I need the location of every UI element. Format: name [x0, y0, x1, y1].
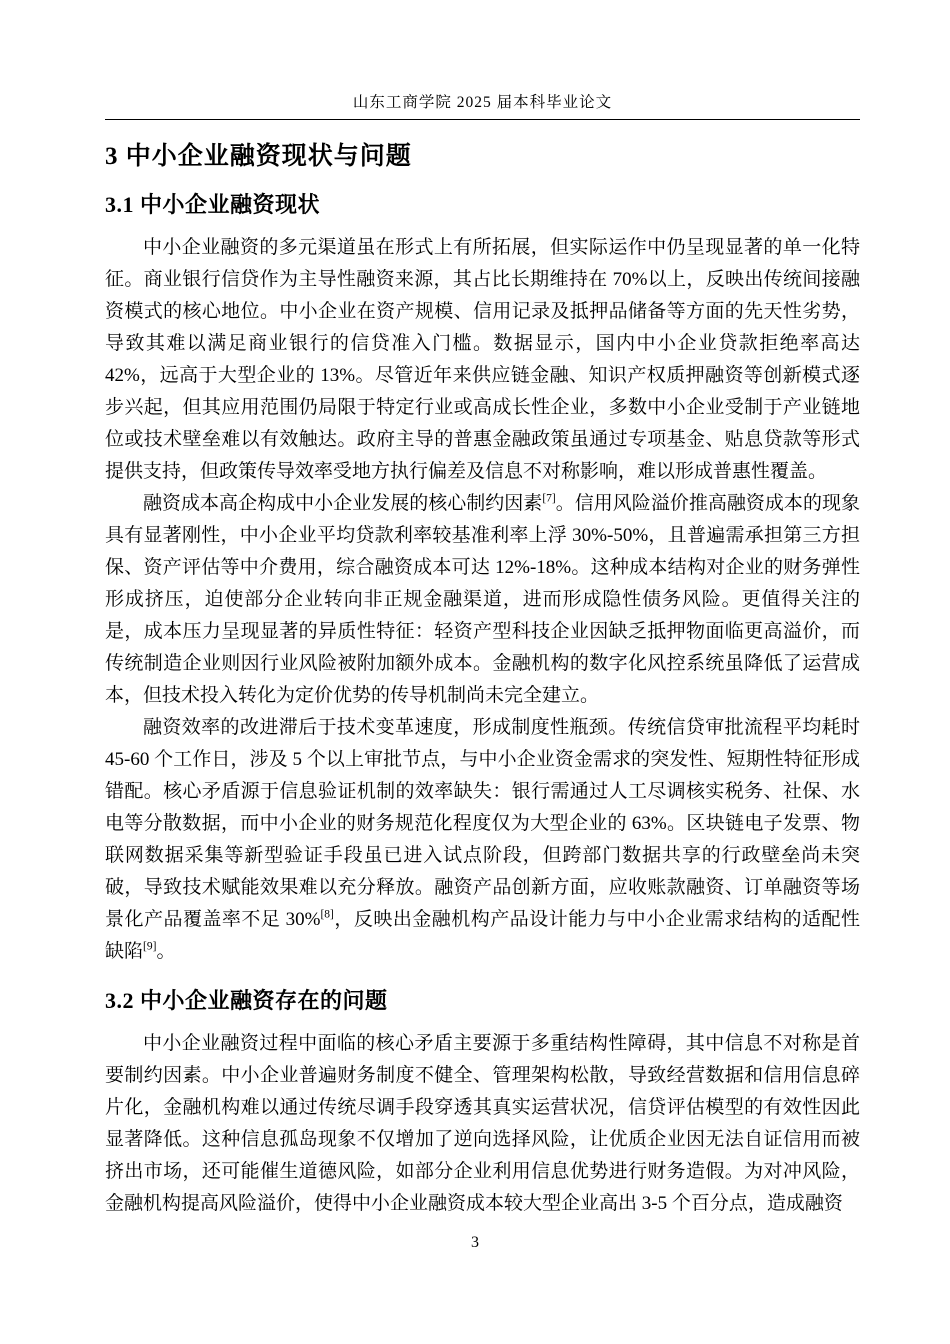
page-footer: [0, 1234, 950, 1252]
section-3-2-heading: 3.2 中小企业融资存在的问题: [105, 988, 388, 1013]
header-divider: [105, 119, 860, 120]
paragraph-text: 。信用风险溢价推高融资成本的现象具有显著刚性，中小企业平均贷款利率较基准利率上浮 30%-50%，且普遍需承担第三方担保、资产评估等中介费用，综合融资成本可达 12%-18%。这种成本结构对企业的财务弹性形成挤压，迫使部分企业转向非正规金融渠道，进而形成隐性债务风险。更值得关注的是，成本压力呈现显著的异质性特征：轻资产型科技企业因缺乏抵押物面临更高溢价，而传统制造企业则因行业风险被附加额外成本。金融机构的数字化风控系统虽降低了运营成本，但技术投入转化为定价优势的传导机制尚未完全建立。: [105, 493, 860, 706]
chapter-heading: 3 中小企业融资现状与问题: [105, 143, 412, 170]
page-header: [105, 0, 860, 120]
citation-8: [8]: [320, 908, 334, 921]
paragraph-text: 融资效率的改进滞后于技术变革速度，形成制度性瓶颈。传统信贷审批流程平均耗时 45-60 个工作日，涉及 5 个以上审批节点，与中小企业资金需求的突发性、短期性特征形成错配。核心矛盾源于信息验证机制的效率缺失：银行需通过人工尽调核实税务、社保、水电等分散数据，而中小企业的财务规范化程度仅为大型企业的 63%。区块链电子发票、物联网数据采集等新型验证手段虽已进入试点阶段，但跨部门数据共享的行政壁垒尚未突破，导致技术赋能效果难以充分释放。融资产品创新方面，应收账款融资、订单融资等场景化产品覆盖率不足 30%: [105, 717, 860, 930]
paragraph-financing-cost: [105, 488, 860, 712]
paragraph-text: 。: [156, 941, 176, 962]
paragraph-financing-efficiency: [105, 712, 860, 968]
running-head: 山东工商学院 2025 届本科毕业论文: [352, 94, 613, 111]
citation-9: [9]: [143, 940, 157, 953]
page-number: 3: [471, 1234, 479, 1251]
paragraph-text: 融资成本高企构成中小企业发展的核心制约因素: [143, 493, 543, 514]
paragraph-financing-problems: 中小企业融资过程中面临的核心矛盾主要源于多重结构性障碍，其中信息不对称是首要制约因素。中小企业普遍财务制度不健全、管理架构松散，导致经营数据和信用信息碎片化，金融机构难以通过传统尽调手段穿透其真实运营状况，信贷评估模型的有效性因此显著降低。这种信息孤岛现象不仅增加了逆向选择风险，让优质企业因无法自证信用而被挤出市场，还可能催生道德风险，如部分企业利用信息优势进行财务造假。为对冲风险，金融机构提高风险溢价，使得中小企业融资成本较大型企业高出 3-5 个百分点，造成融资: [105, 1033, 860, 1214]
citation-7: [7]: [542, 492, 556, 505]
paragraph-text: ，反映出金融机构产品设计能力与中小企业需求结构的适配性缺陷: [105, 909, 861, 962]
paragraph-financing-channels: 中小企业融资的多元渠道虽在形式上有所拓展，但实际运作中仍呈现显著的单一化特征。商业银行信贷作为主导性融资来源，其占比长期维持在 70%以上，反映出传统间接融资模式的核心地位。中小企业在资产规模、信用记录及抵押品储备等方面的先天性劣势，导致其难以满足商业银行的信贷准入门槛。数据显示，国内中小企业贷款拒绝率高达 42%，远高于大型企业的 13%。尽管近年来供应链金融、知识产权质押融资等创新模式逐步兴起，但其应用范围仍局限于特定行业或高成长性企业，多数中小企业受制于产业链地位或技术壁垒难以有效触达。政府主导的普惠金融政策虽通过专项基金、贴息贷款等形式提供支持，但政策传导效率受地方执行偏差及信息不对称影响，难以形成普惠性覆盖。: [105, 237, 860, 482]
page-content: [105, 0, 860, 1220]
section-3-1-heading: 3.1 中小企业融资现状: [105, 192, 321, 217]
